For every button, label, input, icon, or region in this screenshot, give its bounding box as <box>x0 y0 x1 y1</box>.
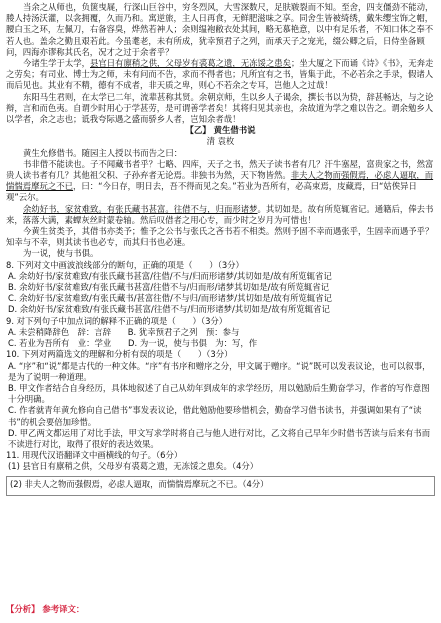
passage-b-paragraph-2 <box>6 204 435 226</box>
passage-a-paragraph-1: 当余之从师也，负箧曳屣，行深山巨谷中，穷冬烈风，大雪深数尺，足肤皲裂而不知。至舍，四支僵劲不能动，媵人持汤沃灌，以衾拥覆，久而乃和。寓逆旅，主人日再食，无鲜肥滋味之享。同舍生皆被绮绣，戴朱缨宝饰之帽，腰白玉之环，左佩刀，右备容臭，烨然若神人；余则缊袍敝衣处其间，略无慕艳意，以中有足乐者，不知口体之奉不若人也。盖余之勤且艰若此。今虽耄老，未有所成，犹幸预君子之列，而承天子之宠光，缀公卿之后，日侍坐备顾问，四海亦谬称其氏名，况才之过于余者乎？ <box>6 2 434 57</box>
passage-b-paragraph-4: 为一说，使与书俱。 <box>23 248 99 259</box>
analysis-line <box>6 604 84 615</box>
passage-b-paragraph-1-start: 书非借不能读也。子不闻藏书者乎？七略、四库，天子之书，然天子读书者有几？汗牛塞屋，富贵家之书，然富贵人读书者有几？其他祖父积、子孙弃者无论焉。非独书为然，天下物皆然。 <box>6 158 434 181</box>
passage-b-header: 【乙】 黄生借书说 <box>185 125 256 136</box>
analysis-text: 参考译文： <box>42 604 85 614</box>
question-10-option-b: B. 甲文作者结合自身经历，具体地叙述了自己从幼年到成年的求学经历，用以勉励后生勤奋学习，作者的写作意图十分明确。 <box>8 382 430 405</box>
question-10-option-d: D. 甲乙两文都运用了对比手法，甲文写求学时将自己与他人进行对比，乙文将自己早年少时借书苦读与后来有书而不读进行对比，取得了很好的表达效果。 <box>8 427 431 449</box>
answer-box <box>6 476 435 496</box>
passage-a-paragraph-2-start: 今诸生学于太学， <box>23 58 90 69</box>
question-9-option-d: D. 为一说，使与书俱 为：写，作 <box>128 338 258 349</box>
passage-a-paragraph-2 <box>6 58 435 92</box>
question-9-options-row-1 <box>8 327 435 338</box>
question-9-option-c: C. 若业为吾所有 业：学业 <box>8 338 112 349</box>
question-9-option-a: A. 未尝稍降辞色 辞：言辞 <box>8 326 112 337</box>
question-11-sentence-2: (2) 非夫人之物而强假焉，必虑人逼取，而惴惴焉摩玩之不已。（4分） <box>10 478 269 489</box>
passage-b-author: 清 袁枚 <box>206 136 235 147</box>
question-9-option-b: B. 犹幸预君子之列 预：参与 <box>127 326 240 337</box>
passage-b-paragraph-3: 今黄生贫类予，其借书亦类予；惟予之公书与张氏之吝书若不相类。然则予固不幸而遇张乎，生固幸而遇予乎？知幸与不幸，则其读书也必专，而其归书也必速。 <box>6 226 434 248</box>
question-8-option-c: C. 余幼好书/家贫难致/有张氏藏书/甚富往借/不与归/而形诸梦/其切如是/故有所览辄省记 <box>8 293 333 304</box>
question-8-option-a: A. 余幼好书/家贫难致/有张氏藏书甚富/往借/不与/归而形诸梦/其切如是/故有所览辄省记 <box>8 270 332 281</box>
analysis-tag: 【分析】 <box>6 604 40 614</box>
question-11-stem: 11. 用现代汉语翻译文中画横线的句子。（6分） <box>6 450 183 461</box>
question-11-sentence-1: (1) 县官日有廪稍之供，父母岁有裘葛之遗，无冻馁之患矣。（4分） <box>8 461 259 472</box>
question-9-options-row-2 <box>8 338 435 349</box>
wavy-underlined-sentence: 余幼好书，家贫难致。有张氏藏书甚富。往借不与，归而形诸梦 <box>23 203 258 214</box>
underlined-sentence-1: 县官日有廪稍之供，父母岁有裘葛之遗，无冻馁之患矣 <box>90 58 291 69</box>
passage-b-intro: 黄生允修借书。随园主人授以书而告之曰： <box>23 147 183 158</box>
passage-b-paragraph-2-rest: 。其切如是。故有所览辄省记。通籍后，俸去书来，落落大满，素蟫灰丝时蒙卷轴。然后叹借者之用心专，而少时之岁月为可惜也！ <box>6 203 434 225</box>
question-10-stem: 10. 下列对两篇选文的理解和分析有误的项是（ ）（3分） <box>6 349 233 360</box>
underlined-sentence-2: 非夫人之物而强假焉，必虑人逼取，而惴惴焉摩玩之不已 <box>6 170 434 192</box>
passage-a-paragraph-2-rest: ；坐大厦之下而诵《诗》《书》，无奔走之劳矣；有司业、博士为之师，未有问而不告，求而不得者也；凡所宜有之书，皆集于此，不必若余之手录，假诸人而后见也。其业有不精，德有不成者，非天质之卑，则心不若余之专耳，岂他人之过哉！ <box>6 58 434 91</box>
question-8-option-b: B. 余幼好书/家贫难致/有张氏藏书甚富/往借不与/归而形/诸梦其切如是/故有所览辄省记 <box>8 282 330 293</box>
question-8-option-d: D. 余幼好书/家贫难致/有张氏藏书甚富/往借不与/归而形诸梦/其切如是/故有所览辄省记 <box>8 304 330 315</box>
question-10-option-c: C. 作者就青年黄允修向自己借书”事发表议论，借此勉励他要珍惜机会，勤奋学习借书读书，并强调如果有了“读书”的机会要倍加珍惜。 <box>8 405 422 427</box>
passage-a-paragraph-3: 东阳马生君则，在太学已二年，流辈甚称其贤。余朝京师，生以乡人子谒余，撰长书以为贽，辞甚畅达，与之论辩，言和而色夷。自谓少时用心于学甚劳，是可谓善学者矣！其将归见其亲也，余故道为学之难以告之。谓余勉乡人以学者，余之志也；诋我夸际遇之盛而骄乡人者，岂知余者哉！ <box>6 91 434 125</box>
question-8-stem: 8. 下列对文中画波浪线部分的断句，正确的项是（ ）（3分） <box>6 259 244 270</box>
passage-b-paragraph-1 <box>6 159 435 204</box>
passage-b-paragraph-1-rest: ，曰：“今日存，明日去，吾不得而见之矣。”若业为吾所有，必高束焉，庋藏焉，曰“姑俟异日观”云尔。 <box>6 181 417 203</box>
question-9-stem: 9. 对下列句子中加点词的解释不正确的项是（ ）（3分） <box>6 315 228 326</box>
question-10-option-a: A. “序”和“说”都是古代的一种文体。“序”有书序和赠序之分，甲文属于赠序。“说”既可以发表议论，也可以叙事，是为了说明一种道理。 <box>8 360 431 382</box>
